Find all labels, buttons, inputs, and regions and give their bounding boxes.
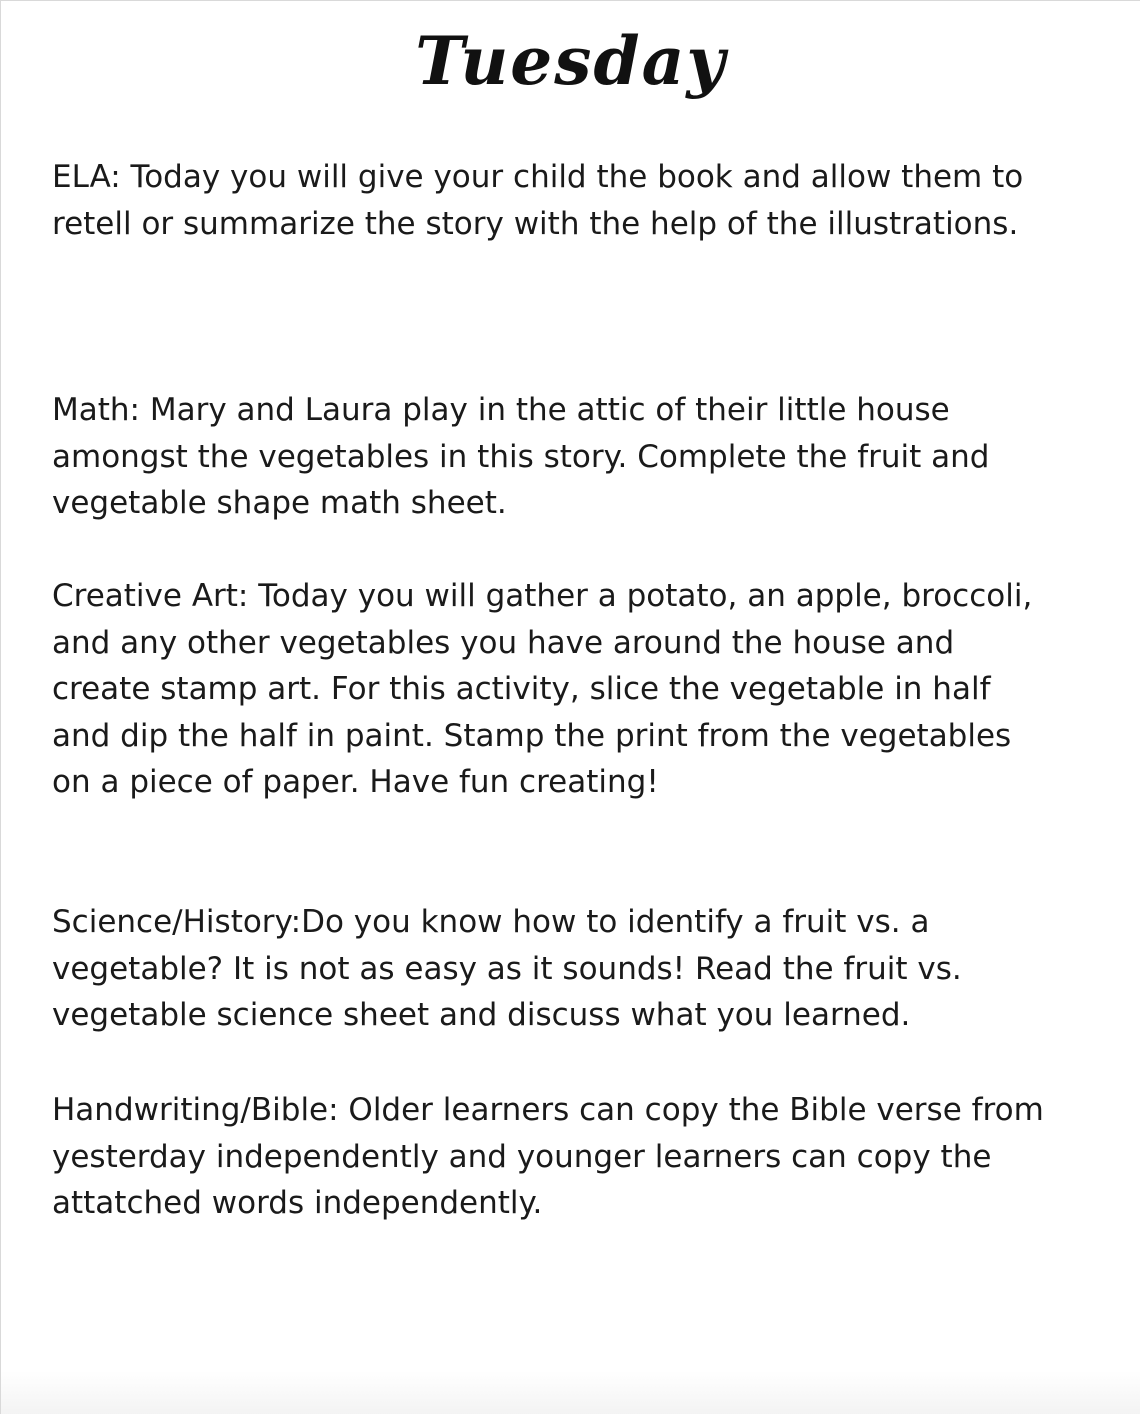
science-history-paragraph: Science/History:Do you know how to identify a fruit vs. a vegetable? It is not as easy as it sounds! Read the fruit vs. vegetable science sheet and discuss what you learned. bbox=[52, 904, 962, 1033]
creative-art-paragraph: Creative Art: Today you will gather a potato, an apple, broccoli, and any other vegetables you have around the house and create stamp art. For this activity, slice the vegetable in half and dip the half in paint. Stamp the print from the vegetables on a piece of paper. Have fun creating! bbox=[52, 578, 1033, 800]
handwriting-bible-paragraph: Handwriting/Bible: Older learners can copy the Bible verse from yesterday independently and younger learners can copy the attatched words independently. bbox=[52, 1092, 1044, 1221]
ela-paragraph: ELA: Today you will give your child the book and allow them to retell or summarize the story with the help of the illustrations. bbox=[52, 159, 1024, 242]
math-paragraph: Math: Mary and Laura play in the attic of their little house amongst the vegetables in this story. Complete the fruit and vegetable shape math sheet. bbox=[52, 392, 990, 521]
page-title: Tuesday bbox=[415, 22, 727, 100]
